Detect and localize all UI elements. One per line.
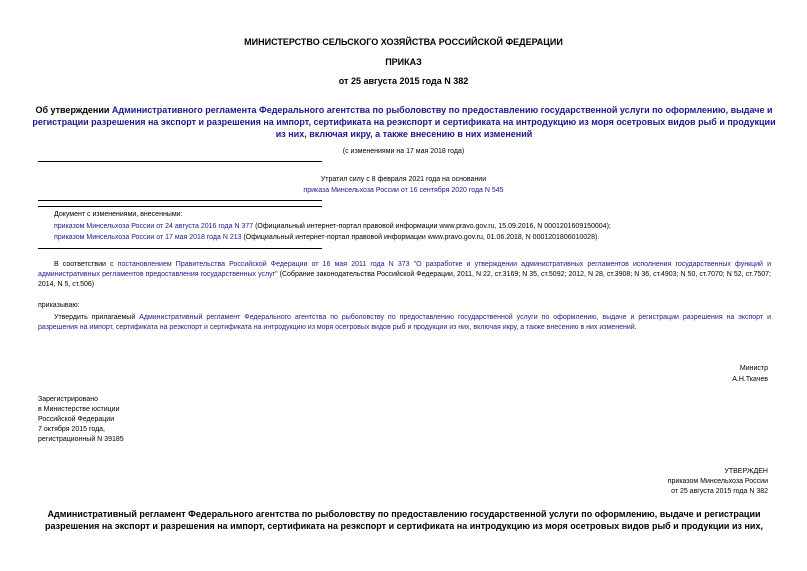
divider <box>38 200 322 201</box>
ministry-heading: МИНИСТЕРСТВО СЕЛЬСКОГО ХОЗЯЙСТВА РОССИЙСКОЙ ФЕДЕРАЦИИ <box>244 37 563 47</box>
amended-note: (с изменениями на 17 мая 2018 года) <box>342 148 465 155</box>
basis-paragraph: В соответствии с постановлением Правительства Российской Федерации от 16 мая 2011 года N 373 "О разработке и утверждении административных регламентов исполнения государственных функций и административных регламентов предоставления государственных услуг" (Собрание законодательства Российской Федерации, 2011, N 22, ст.3169; N 35, ст.5092; 2012, N 28, ст.3908; N 36, ст.4903; N 50, ст.7070; N 52, ст.7507; 2014, N 5, ст.506) <box>38 261 772 288</box>
change-order-link-2[interactable]: приказом Минсельхоза России от 17 мая 2018 года N 213 <box>54 234 242 241</box>
doc-type: ПРИКАЗ <box>385 57 422 67</box>
doc-date-number: от 25 августа 2015 года N 382 <box>338 76 469 86</box>
list-item: приказом Минсельхоза России от 24 августа 2016 года N 377 (Официальный интернет-портал правовой информации www.pravo.gov.ru, 15.09.2016, N 0001201609150004); <box>54 223 611 230</box>
document-title <box>30 104 778 140</box>
government-decree-link[interactable]: постановлением Правительства Российской Федерации от 16 мая 2011 года N 373 "О разработке и утверждении административных регламентов исполнения государственных функций и административных регламентов предоставления государственных услуг" <box>38 261 772 278</box>
divider <box>38 248 322 249</box>
regulation-title: Административный регламент Федерального агентства по рыболовству по предоставлению государственной услуги по оформлению, выдаче и регистрации разрешения на экспорт и разрешения на импорт, сертификата на реэкспорт и сертификата на интродукцию из моря осетровых видов рыб и продукции из них, <box>45 509 763 531</box>
registration-block: Зарегистрировано в Министерстве юстиции Российской Федерации 7 октября 2015 года, регистрационный N 39185 <box>38 396 124 443</box>
signature-position: Министр <box>739 365 768 372</box>
approved-regulation-link[interactable]: Административный регламент Федерального агентства по рыболовству по предоставлению государственной услуги по оформлению, выдаче и регистрации разрешения на экспорт и разрешения на импорт, сертификата на реэкспорт и сертификата на интродукцию из моря осетровых видов рыб и продукции из них, включая икру, а также внесению в них изменений <box>38 314 771 331</box>
expired-order-link[interactable]: приказа Минсельхоза России от 16 сентября 2020 года N 545 <box>303 187 504 194</box>
approve-paragraph: Утвердить прилагаемый Административный регламент Федерального агентства по рыболовству по предоставлению государственной услуги по оформлению, выдаче и регистрации разрешения на экспорт и разрешения на импорт, сертификата на реэкспорт и сертификата на интродукцию из моря осетровых видов рыб и продукции из них, включая икру, а также внесению в них изменений. <box>38 314 771 331</box>
change-order-link-1[interactable]: приказом Минсельхоза России от 24 августа 2016 года N 377 <box>54 223 254 230</box>
signature-name: А.Н.Ткачев <box>732 376 768 383</box>
divider <box>38 161 322 162</box>
divider <box>38 206 322 207</box>
list-item: приказом Минсельхоза России от 17 мая 2018 года N 213 (Официальный интернет-портал правовой информации www.pravo.gov.ru, 01.06.2018, N 0001201806010028). <box>54 234 600 241</box>
title-prefix: Об утверждении <box>35 105 112 115</box>
expired-note: Утратил силу с 8 февраля 2021 года на основании <box>320 176 487 183</box>
changes-heading: Документ с изменениями, внесенными: <box>54 211 183 218</box>
approved-block: УТВЕРЖДЕН приказом Минсельхоза России от 25 августа 2015 года N 382 <box>667 468 768 495</box>
title-regulation-link[interactable]: Административного регламента Федерального агентства по рыболовству по предоставлению государственной услуги по оформлению, выдаче и регистрации разрешения на экспорт и разрешения на импорт, сертификата на реэкспорт и сертификата на интродукцию из моря осетровых видов рыб и продукции из них, включая икру, а также внесению в них изменений <box>32 105 776 139</box>
order-word: приказываю: <box>38 302 80 309</box>
